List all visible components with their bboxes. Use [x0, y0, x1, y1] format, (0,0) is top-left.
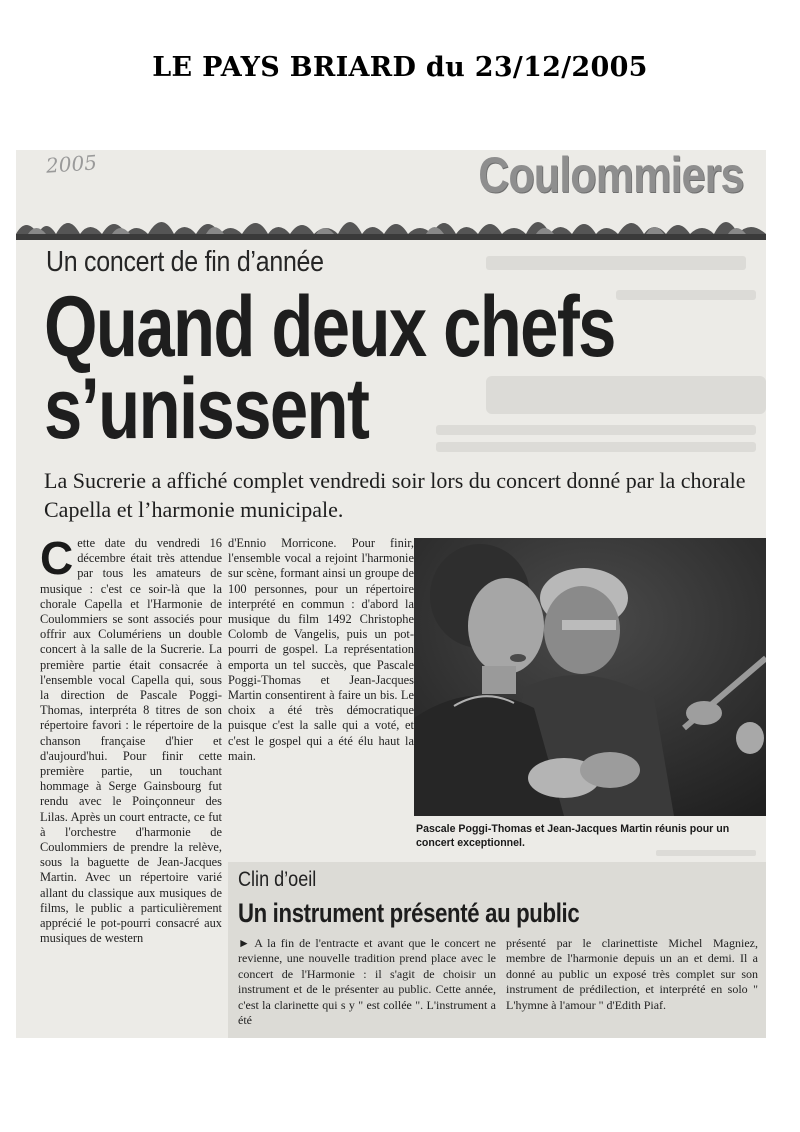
article-headline: Quand deux chefs s’unissent — [44, 279, 615, 457]
newspaper-clipping — [16, 150, 766, 1038]
section-title: Coulommiers — [478, 150, 744, 203]
sidebar-title: Un instrument présenté au public — [238, 898, 580, 928]
sidebar-kicker: Clin d’oeil — [238, 868, 317, 891]
photo-caption: Pascale Poggi-Thomas et Jean-Jacques Martin réunis pour un concert exceptionnel. — [416, 823, 730, 849]
concert-photo — [414, 538, 766, 816]
article-subheadline: La Sucrerie a affiché complet vendredi soir lors du concert donné par la chorale Capella et l’harmonie municipale. — [44, 468, 746, 522]
handwritten-note: 2005 — [45, 150, 98, 178]
article-column-1 — [40, 532, 222, 946]
decorative-leaf-band — [16, 208, 766, 240]
article-column-1-text: ette date du vendredi 16 décembre était très attendue par tous les amateurs de musique : c'est ce soir-là que la chorale Capella et l'Harmonie de Coulommiers se sont associés pour offrir aux Columériens un double concert à la salle de la Sucrerie. La première partie était consacrée à l'ensemble vocal Capella qui, sous la direction de Pascale Poggi-Thomas, interpréta 8 titres de son répertoire favori : le répertoire de la chanson française d'hier et d'aujourd'hui. Pour finir cette première partie, un touchant hommage à Serge Gainsbourg fut rendu avec le Poinçonneur des Lilas. Après un court entracte, ce fut à l'orchestre d'harmonie de Coulommiers de prendre la relève, sous la baguette de Jean-Jacques Martin. Avec un répertoire varié allant du classique aux musiques de films, le public a particulièrement apprécié le pot-pourri consacré aux musiques de western — [40, 536, 222, 946]
page-header: LE PAYS BRIARD du 23/12/2005 — [152, 52, 648, 83]
sidebar-column-2: présenté par le clarinettiste Michel Magniez, membre de l'harmonie depuis un an et demi. Il a donné au public un exposé très complet sur son instrument de prédilection, et interprété en solo " L'hymne à l'amour " d'Edith Piaf. — [506, 936, 758, 1012]
article-column-2: d'Ennio Morricone. Pour finir, l'ensemble vocal a rejoint l'harmonie sur scène, formant ainsi un groupe de 100 personnes, pour un répertoire interprété en commun : d'abord la musique du film 1492 Christophe Colomb de Vangelis, puis un pot-pourri de gospel. La représentation emporta un tel succès, que Pascale Poggi-Thomas et Jean-Jacques Martin consentirent à faire un bis. Le choix a été très démocratique puisque c'est la salle qui a voté, et c'est le gospel qui a été élu haut la main. — [228, 536, 414, 763]
sidebar-box — [228, 862, 766, 1038]
sidebar-column-1: ► A la fin de l'entracte et avant que le concert ne revienne, une nouvelle tradition prend place avec le concert de l'Harmonie : il s'agit de choisir un instrument et de le présenter au public. Cette année, c'est la clarinette qui s y " est collée ". L'instrument a été — [238, 936, 496, 1028]
drop-cap: C — [40, 532, 74, 584]
article-kicker: Un concert de fin d’année — [46, 246, 324, 278]
